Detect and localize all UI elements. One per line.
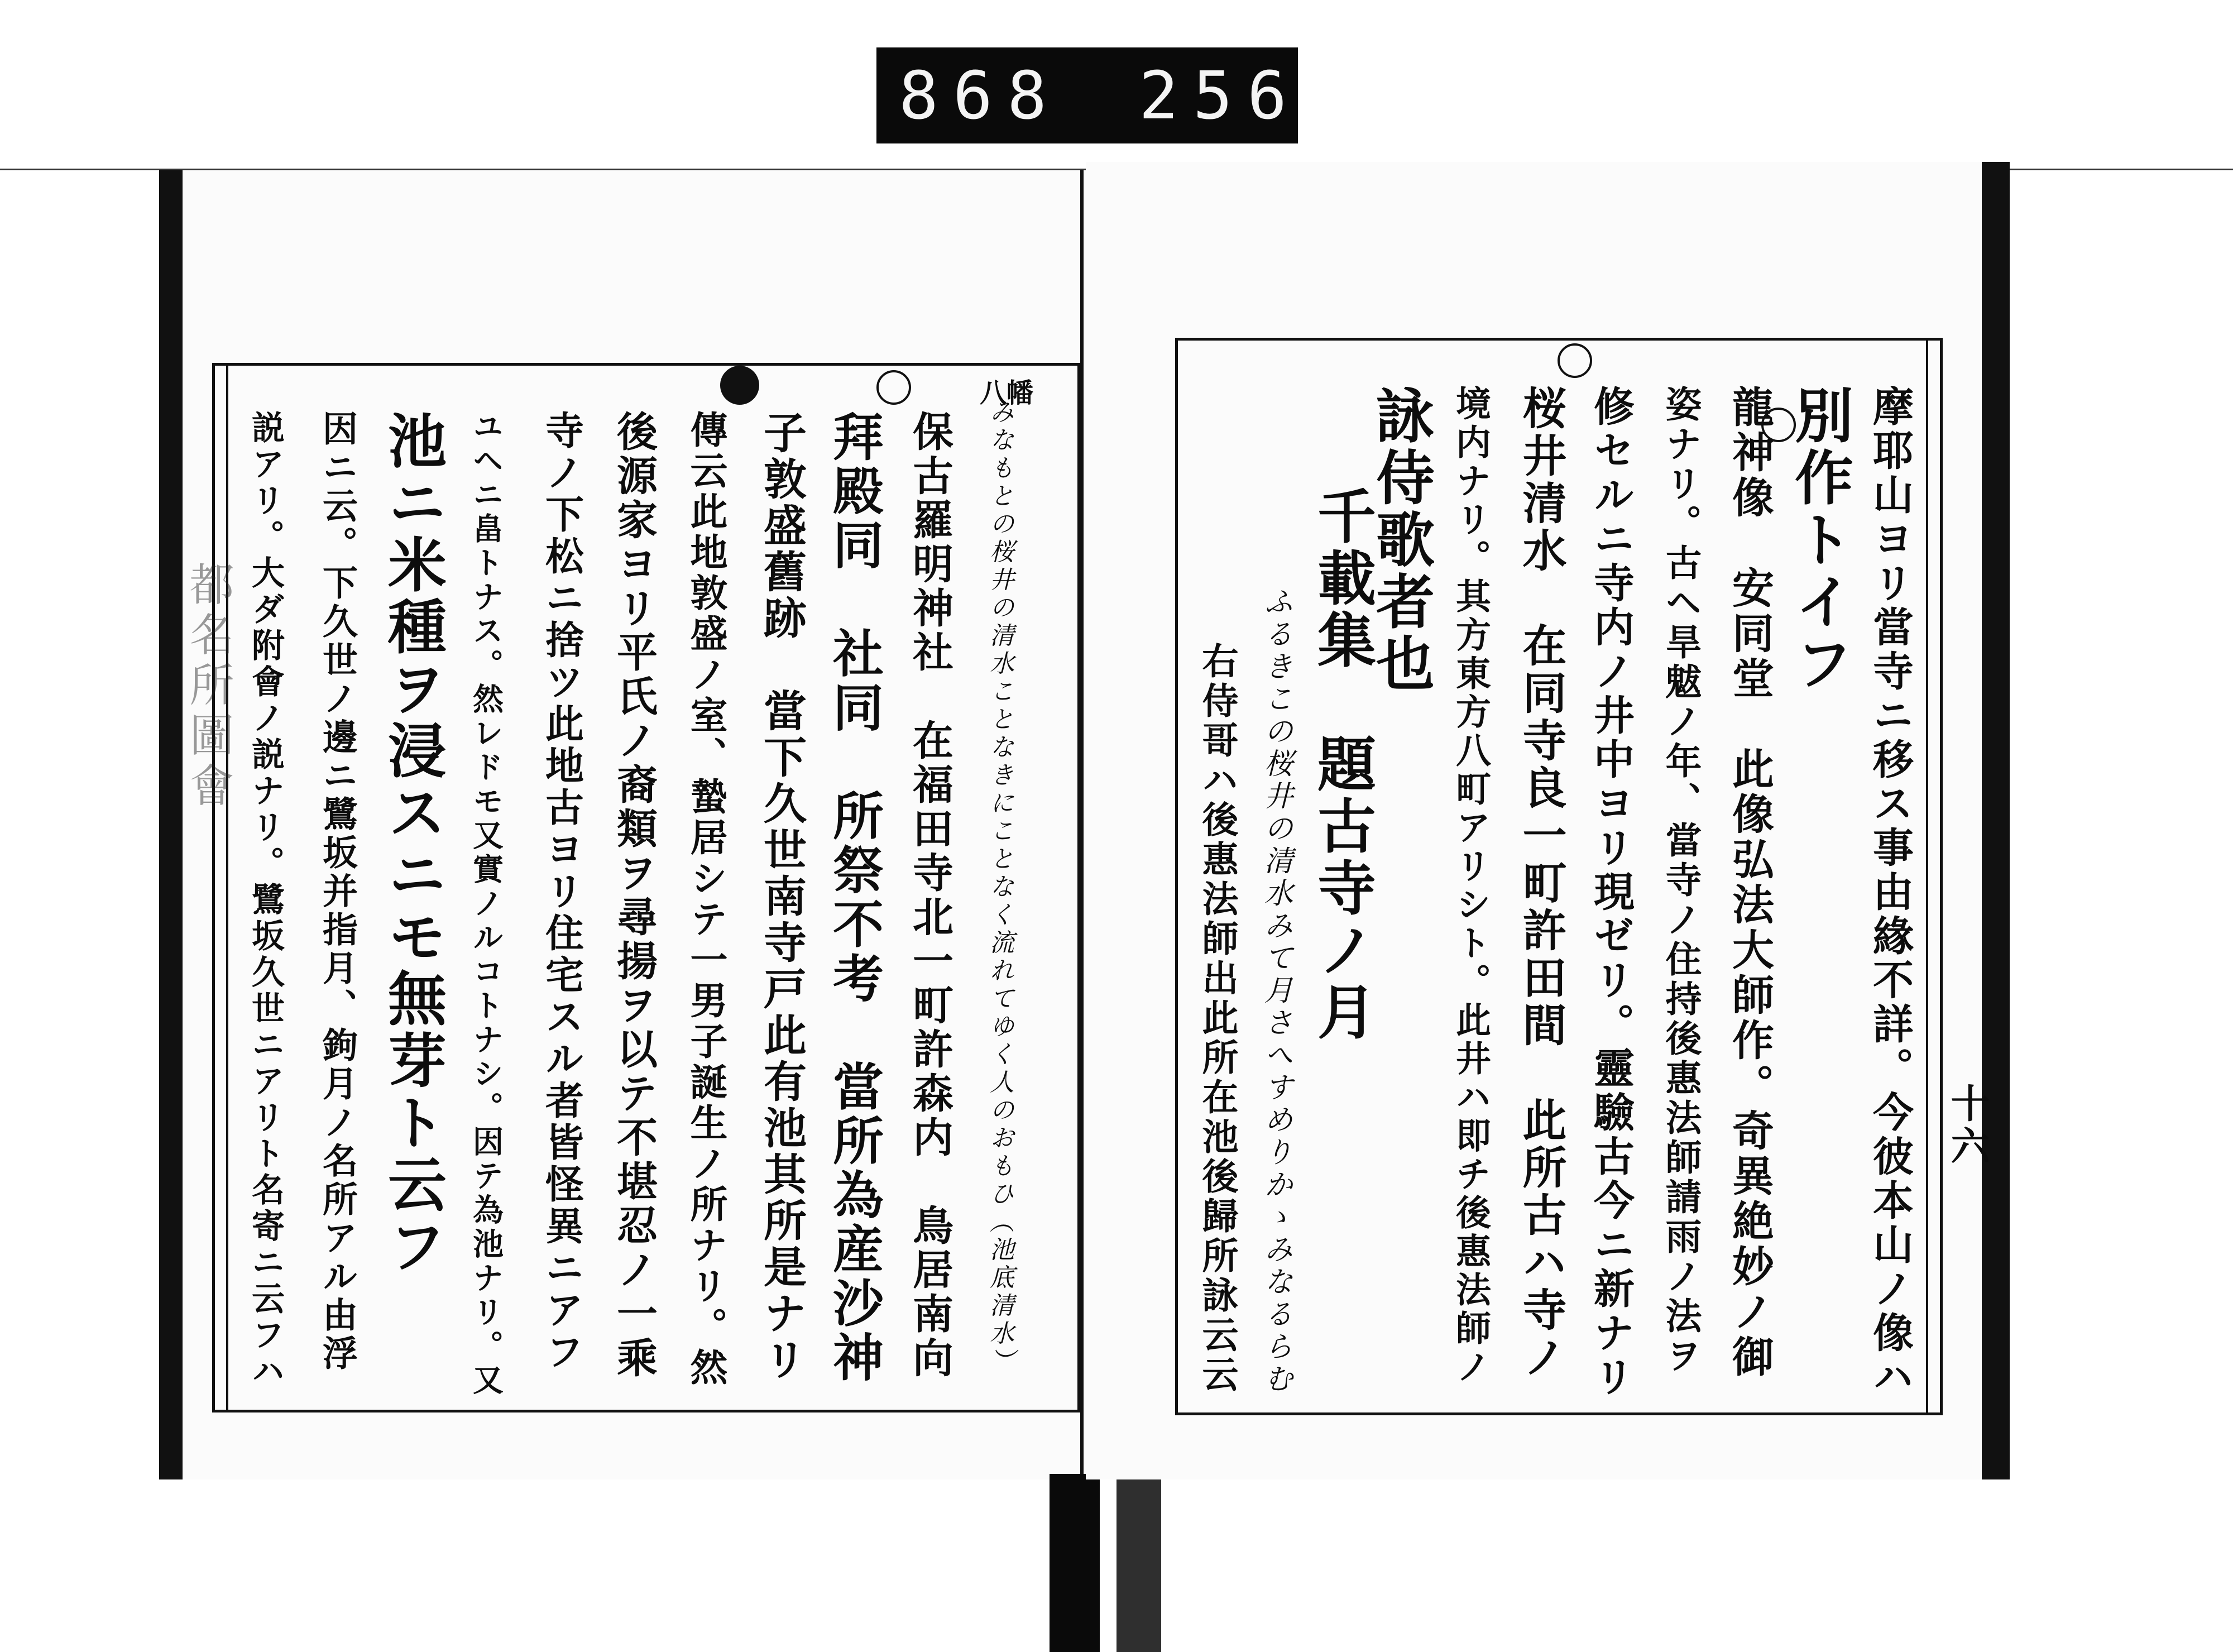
- text-column-10: ふるきこの桜井の清水みて月さへすめりかゝみなるらむ: [1259, 586, 1292, 1396]
- text-column-6: 桜井清水 在同寺良一町許田間 此所古ハ寺ノ: [1515, 385, 1567, 1382]
- text-column-4: 子敦盛舊跡 當下久世南寺戸此有池其所是ナリ: [756, 410, 807, 1383]
- left-page: [159, 170, 1103, 1479]
- text-column-4: 姿ナリ。古ヘ旱魃ノ年、當寺ノ住持後惠法師請雨ノ法ヲ: [1659, 385, 1702, 1376]
- archive-number-label: [876, 47, 1302, 143]
- right-inner-rule: [1926, 338, 1928, 1415]
- right-page-edge: [1982, 162, 2010, 1479]
- right-page: [1086, 162, 2010, 1479]
- gutter-line: [1080, 170, 1084, 1479]
- header-note: 八幡: [980, 377, 1034, 409]
- text-column-6: 後源家ヨリ平氏ノ裔類ヲ尋揚ヲ以テ不堪忍ノ一乘: [610, 410, 658, 1381]
- text-column-5: 傳云此地敦盛ノ室、蟄居シテ一男子誕生ノ所ナリ。然: [684, 410, 729, 1388]
- left-page-edge: [159, 170, 183, 1479]
- entry-circle-mark: [876, 370, 911, 405]
- binding-tab-left: [1050, 1474, 1100, 1652]
- archive-number-right: 256: [1139, 57, 1302, 134]
- text-column-3: 拜殿同 社同 所祭不考 當所為産沙神: [825, 410, 884, 1385]
- text-column-2: 保古羅明神社 在福田寺北一町許森内 鳥居南向: [905, 410, 953, 1381]
- text-column-8: 詠侍歌者也: [1367, 385, 1436, 695]
- binding-tab-right: [1116, 1474, 1161, 1652]
- page-mark: 十六: [1944, 1083, 1991, 1168]
- text-column-5: 修セルニ寺内ノ井中ヨリ現ゼリ。靈驗古今ニ新ナリ: [1587, 385, 1635, 1400]
- entry-circle-mark: [1558, 343, 1592, 378]
- text-column-2: 別作トイフ: [1785, 385, 1855, 695]
- text-column-11: 右侍哥ハ後惠法師出此所在池後歸所詠云云: [1196, 642, 1238, 1395]
- text-column-3: 龍神像 安同堂 此像弘法大師作。奇異絶妙ノ御: [1726, 385, 1775, 1380]
- text-column-9: 千載集 題古寺ノ月: [1308, 486, 1377, 1043]
- text-column-8: ユヘニ畠トナス。然レドモ又實ノルコトナシ。因テ為池ナリ。又: [468, 410, 504, 1398]
- text-column-1: みなもとの桜井の清水ことなきにことなく流れてゆく人のおもひ（池底清水）: [985, 399, 1014, 1376]
- left-inner-rule: [226, 363, 228, 1412]
- text-column-1: 摩耶山ヨリ當寺ニ移ス事由緣不詳。今彼本山ノ像ハ: [1866, 385, 1914, 1400]
- binding-hole: [720, 366, 759, 405]
- text-column-10: 因ニ云。下久世ノ邊ニ鷺坂并指月、鉤月ノ名所アル由浮: [317, 410, 358, 1373]
- text-column-11: 説アリ。大ダ附會ノ説ナリ。鷺坂久世ニアリト名寄ニ云フハ: [246, 410, 285, 1390]
- text-column-7: 寺ノ下松ニ捨ツ此地古ヨリ住宅スル者皆怪異ニアフ: [539, 410, 584, 1373]
- text-column-9: 池ニ米種ヲ浸スニモ無芽ト云フ: [378, 410, 448, 1278]
- text-column-7: 境内ナリ。其方東方八町アリシト。此井ハ即チ後惠法師ノ: [1450, 385, 1492, 1387]
- spine-title: 都名所圖會: [182, 561, 234, 812]
- archive-number-left: 868: [899, 57, 1062, 134]
